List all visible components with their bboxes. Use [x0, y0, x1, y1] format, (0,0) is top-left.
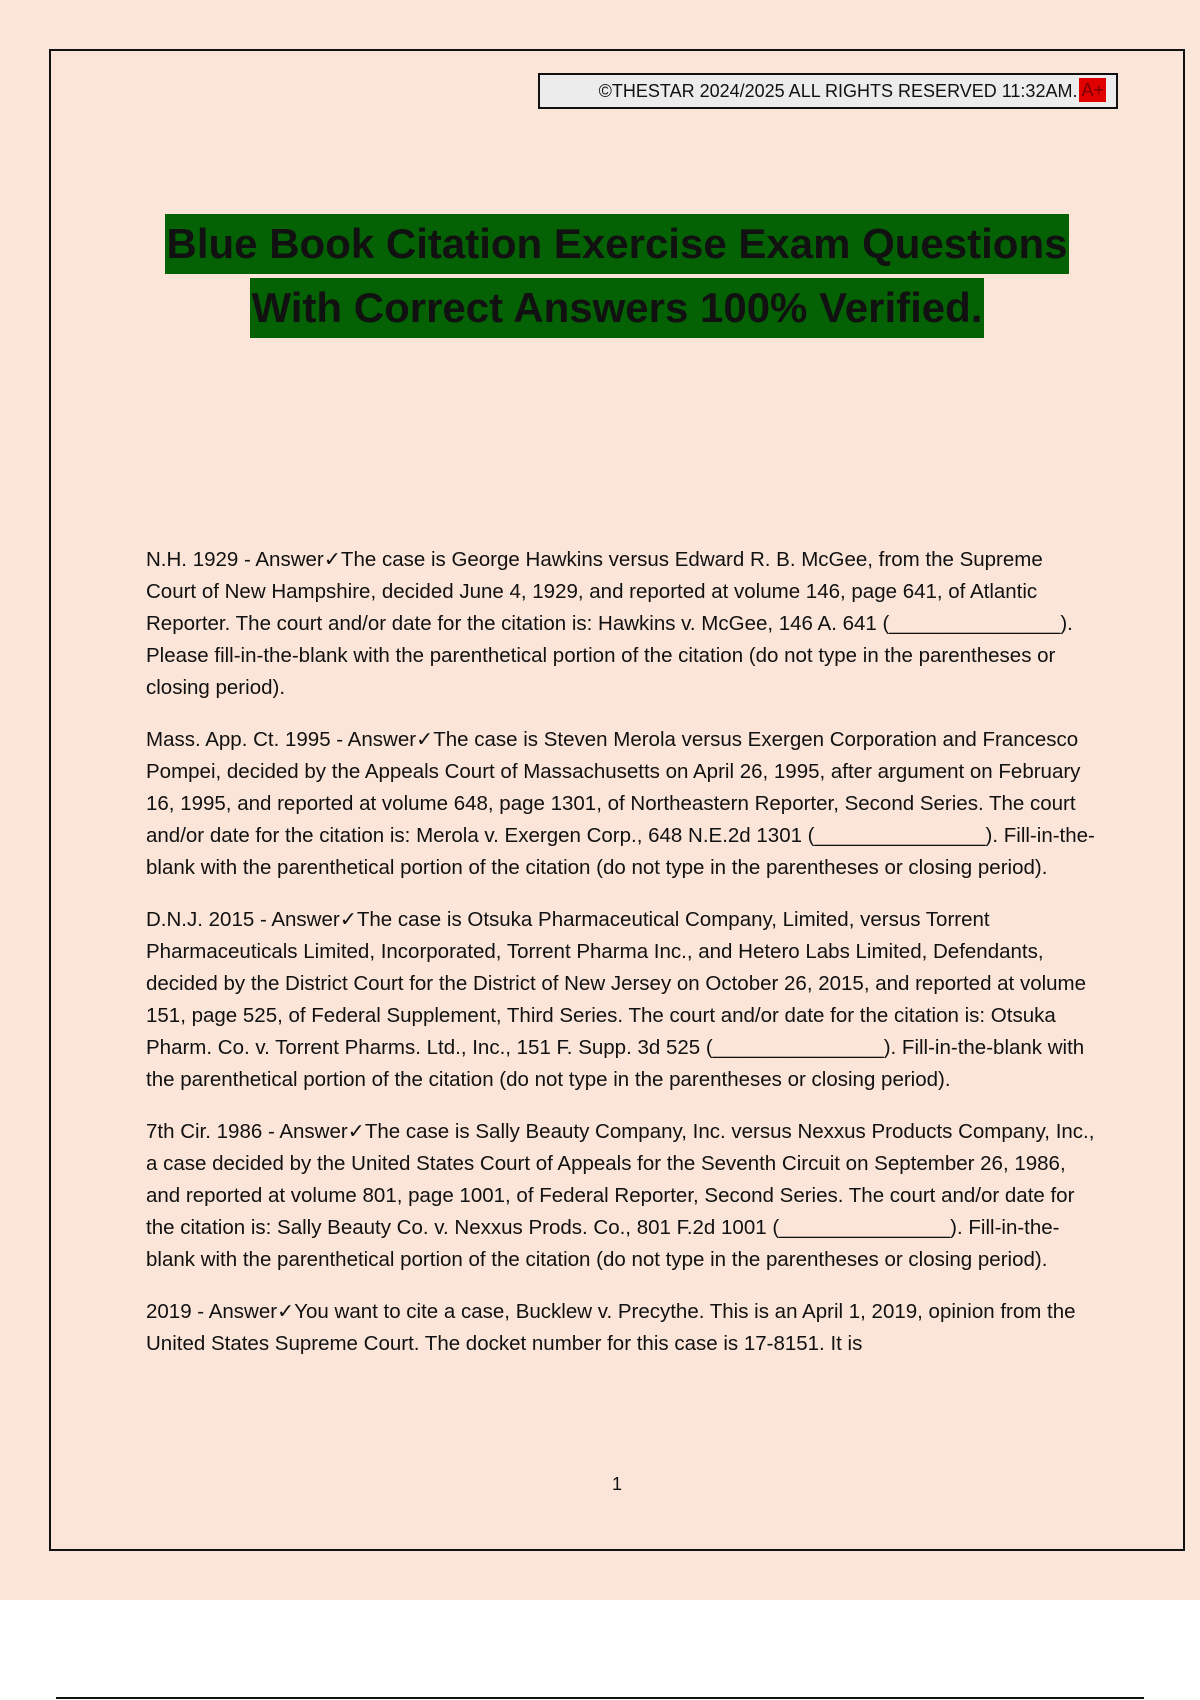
page-number: 1	[611, 1474, 622, 1494]
question-entry-2: Mass. App. Ct. 1995 - Answer✓The case is Steven Merola versus Exergen Corporation and Francesco Pompei, decided by the Appeals Court of Massachusetts on April 26, 1995, after argument on February 16, 1995, and reported at volume 648, page 1301, of Northeastern Reporter, Second Series. The court and/or date for the citation is: Merola v. Exergen Corp., 648 N.E.2d 1301 (_______________). Fill-in-the-blank with the parenthetical portion of the citation (do not type in the parentheses or closing period).	[146, 728, 1095, 879]
question-entry-4: 7th Cir. 1986 - Answer✓The case is Sally Beauty Company, Inc. versus Nexxus Products Company, Inc., a case decided by the United States Court of Appeals for the Seventh Circuit on September 26, 1986, and reported at volume 801, page 1001, of Federal Reporter, Second Series. The court and/or date for the citation is: Sally Beauty Co. v. Nexxus Prods. Co., 801 F.2d 1001 (_______________). Fill-in-the-blank with the parenthetical portion of the citation (do not type in the parentheses or closing period).	[146, 1120, 1095, 1271]
question-entry-5: 2019 - Answer✓You want to cite a case, Bucklew v. Precythe. This is an April 1, 2019, opinion from the United States Supreme Court. The docket number for this case is 17-8151. It is	[146, 1300, 1076, 1355]
footer-divider	[56, 1697, 1144, 1699]
question-entry-1: N.H. 1929 - Answer✓The case is George Hawkins versus Edward R. B. McGee, from the Supreme Court of New Hampshire, decided June 4, 1929, and reported at volume 146, page 641, of Atlantic Reporter. The court and/or date for the citation is: Hawkins v. McGee, 146 A. 641 (_______________). Please fill-in-the-blank with the parenthetical portion of the citation (do not type in the parentheses or closing period).	[146, 548, 1073, 699]
copyright-notice	[538, 73, 1118, 109]
copyright-text: ©THESTAR 2024/2025 ALL RIGHTS RESERVED 11:32AM.	[598, 81, 1078, 101]
title-line-2: With Correct Answers 100% Verified.	[250, 278, 985, 338]
title-line-1: Blue Book Citation Exercise Exam Questions	[165, 214, 1070, 274]
question-entry-3: D.N.J. 2015 - Answer✓The case is Otsuka Pharmaceutical Company, Limited, versus Torrent Pharmaceuticals Limited, Incorporated, Torrent Pharma Inc., and Hetero Labs Limited, Defendants, decided by the District Court for the District of New Jersey on October 26, 2015, and reported at volume 151, page 525, of Federal Supplement, Third Series. The court and/or date for the citation is: Otsuka Pharm. Co. v. Torrent Pharms. Ltd., Inc., 151 F. Supp. 3d 525 (_______________). Fill-in-the-blank with the parenthetical portion of the citation (do not type in the parentheses or closing period).	[146, 908, 1087, 1091]
document-title	[0, 212, 1200, 340]
grade-badge: A+	[1081, 80, 1104, 100]
question-list	[146, 544, 1096, 1380]
